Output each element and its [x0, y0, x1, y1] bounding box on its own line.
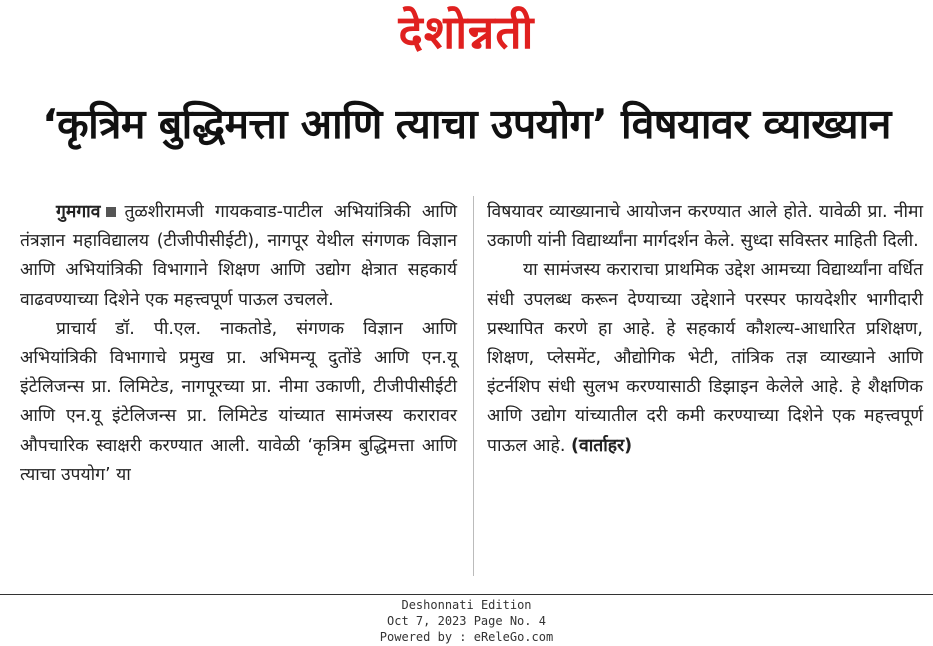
article-paragraph — [20, 198, 457, 315]
article-paragraph: प्राचार्य डॉ. पी.एल. नाकतोडे, संगणक विज्ञान आणि अभियांत्रिकी विभागाचे प्रमुख प्रा. अभिमन्यू दुतोंडे आणि एन.यू इंटेलिजन्स प्रा. लिमिटेड, नागपूरच्या प्रा. नीमा उकाणी, टीजीपीसीईटी आणि एन.यू इंटेलिजन्स प्रा. लिमिटेड यांच्यात सामंजस्य करारावर औपचारिक स्वाक्षरी करण्यात आली. यावेळी ‘कृत्रिम बुद्धिमत्ता आणि त्याचा उपयोग’ या — [20, 318, 457, 485]
paragraph-text: तुळशीरामजी गायकवाड-पाटील अभियांत्रिकी आणि तंत्रज्ञान महाविद्यालय (टीजीपीसीईटी), नागपूर येथील संगणक विज्ञान आणि अभियांत्रिकी विभागाने शिक्षण आणि उद्योग क्षेत्रात सहकार्य वाढवण्याच्या दिशेने एक महत्त्वपूर्ण पाऊल उचलले. — [20, 202, 457, 310]
square-bullet-icon — [106, 207, 116, 217]
article-paragraph — [487, 256, 923, 460]
article-column-right — [487, 198, 923, 461]
masthead-logo: देशोन्नती — [398, 5, 535, 59]
page-footer — [0, 597, 933, 645]
article-headline: ‘कृत्रिम बुद्धिमत्ता आणि त्याचा उपयोग’ विषयावर व्याख्यान — [42, 100, 891, 148]
article-paragraph: विषयावर व्याख्यानाचे आयोजन करण्यात आले होते. यावेळी प्रा. नीमा उकाणी यांनी विद्यार्थ्यांना मार्गदर्शन केले. सुध्दा सविस्तर माहिती दिली. — [487, 202, 923, 252]
reporter-credit: (वार्ताहर) — [570, 435, 633, 456]
article-column-left — [20, 198, 457, 490]
column-divider — [473, 196, 474, 576]
footer-divider — [0, 594, 933, 595]
footer-date-page: Oct 7, 2023 Page No. 4 — [387, 614, 546, 628]
footer-edition: Deshonnati Edition — [401, 598, 532, 612]
dateline: गुमगाव — [56, 202, 101, 222]
footer-powered-by: Powered by : eReleGo.com — [379, 630, 554, 644]
paragraph-text: या सामंजस्य कराराचा प्राथमिक उद्देश आमच्या विद्यार्थ्यांना वर्धित संधी उपलब्ध करून देण्याच्या उद्देशाने परस्पर फायदेशीर भागीदारी प्रस्थापित करणे हा आहे. हे सहकार्य कौशल्य-आधारित प्रशिक्षण, शिक्षण, प्लेसमेंट, औद्योगिक भेटी, तांत्रिक तज्ञ व्याख्याने आणि इंटर्नशिप संधी सुलभ करण्यासाठी डिझाइन केलेले आहे. हे शैक्षणिक आणि उद्योग यांच्यातील दरी कमी करण्याच्या दिशेने एक महत्त्वपूर्ण पाऊल आहे. — [487, 260, 923, 456]
masthead — [0, 4, 933, 60]
